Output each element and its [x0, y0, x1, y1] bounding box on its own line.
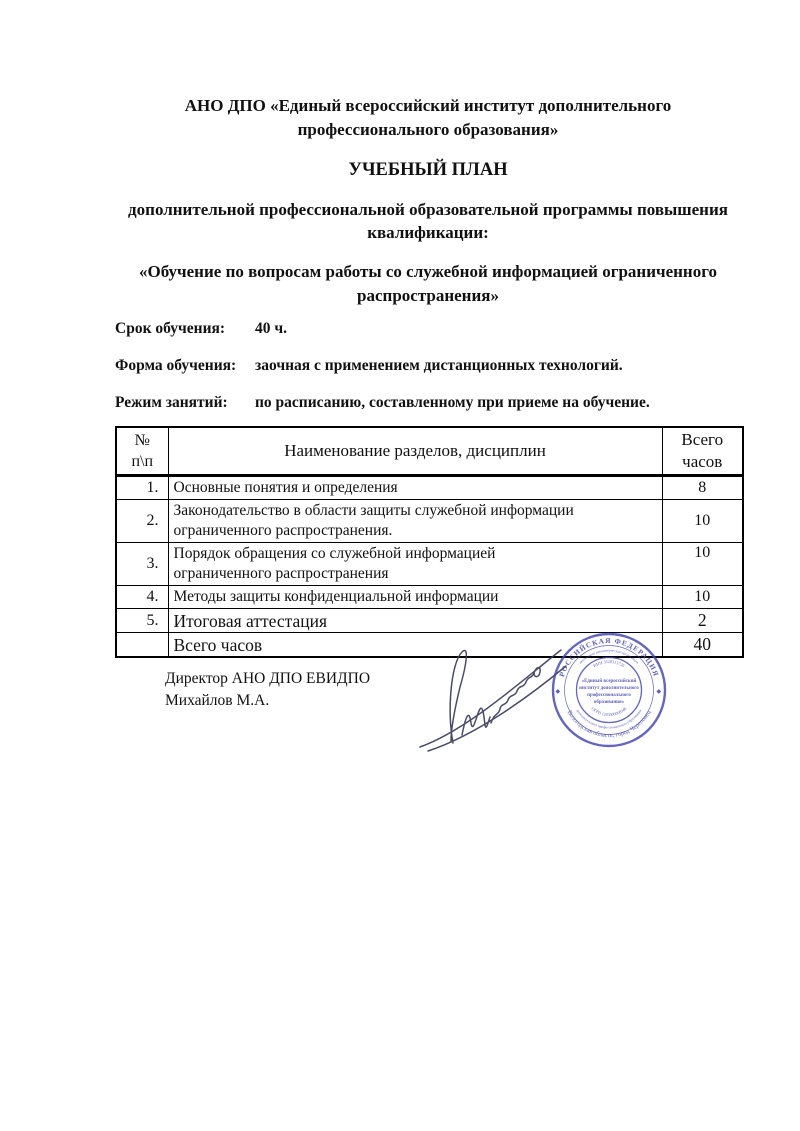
table-row: 3. Порядок обращения со служебной информацией ограниченного распространения 10 [116, 543, 743, 586]
stamp-ring-top-text: РОССИЙСКАЯ ФЕДЕРАЦИЯ [557, 635, 661, 678]
table-header-row [116, 427, 743, 476]
stamp-ogrn-text: ОГРН 1203500008346 [590, 705, 628, 718]
schedule-label: Режим занятий: [115, 394, 228, 411]
signer-name: Михайлов М.А. [165, 692, 270, 709]
stamp-center-line-4: образования» [593, 700, 625, 705]
form-value: заочная с применением дистанционных технологий. [255, 357, 623, 374]
duration-label: Срок обучения: [115, 320, 226, 337]
schedule-value: по расписанию, составленному при приеме на обучение. [255, 394, 650, 411]
meta-duration [115, 320, 755, 338]
stamp-star-right-icon: ◆ [656, 689, 662, 695]
header-name: Наименование разделов, дисциплин [168, 427, 662, 476]
stamp-center-line-3: профессионального [587, 693, 631, 698]
round-stamp [549, 630, 669, 750]
stamp-center-line-2: институт дополнительного [579, 686, 639, 691]
stamp-ring-bottom-text: Вологодская область, город Череповец [565, 709, 653, 739]
table-row: 4. Методы защиты конфиденциальной информации 10 [116, 586, 743, 609]
table-row: 5. Итоговая аттестация 2 [116, 609, 743, 633]
stamp-inn-text: ИНН 3528313726 [592, 658, 626, 669]
signer-position: Директор АНО ДПО ЕВИДПО [165, 670, 371, 687]
document-title: УЧЕБНЫЙ ПЛАН [348, 160, 508, 180]
table-total-row: Всего часов 40 [116, 633, 743, 658]
signature-block [165, 668, 370, 712]
stamp-star-left-icon: ◆ [555, 689, 561, 695]
header-num: № п\п [116, 427, 168, 476]
svg-text:ОГРН 1203500008346 [591, 706, 628, 717]
curriculum-table [115, 426, 744, 658]
form-label: Форма обучения: [115, 357, 237, 374]
stamp-small-ring-top-text: автономная некоммерческая организация [578, 648, 640, 665]
document-subtitle: дополнительной профессиональной образовательной программы повышения квалификации: [128, 200, 728, 242]
table-row: 1. Основные понятия и определения 8 [116, 476, 743, 500]
organization-name: АНО ДПО «Единый всероссийский институт дополнительного профессионального образования» [184, 96, 672, 139]
program-title: «Обучение по вопросам работы со служебной информацией ограниченного распространения» [138, 262, 718, 305]
header-hours: Всего часов [662, 427, 743, 476]
table-row: 2. Законодательство в области защиты служебной информации ограниченного распространения. 10 [116, 500, 743, 543]
meta-form [115, 357, 755, 375]
stamp-center-line-1: «Единый всероссийский [581, 679, 637, 684]
duration-value: 40 ч. [255, 320, 287, 337]
meta-schedule [115, 394, 755, 412]
stamp-small-ring-bottom-text: дополнительного профессионального образования [575, 708, 643, 730]
